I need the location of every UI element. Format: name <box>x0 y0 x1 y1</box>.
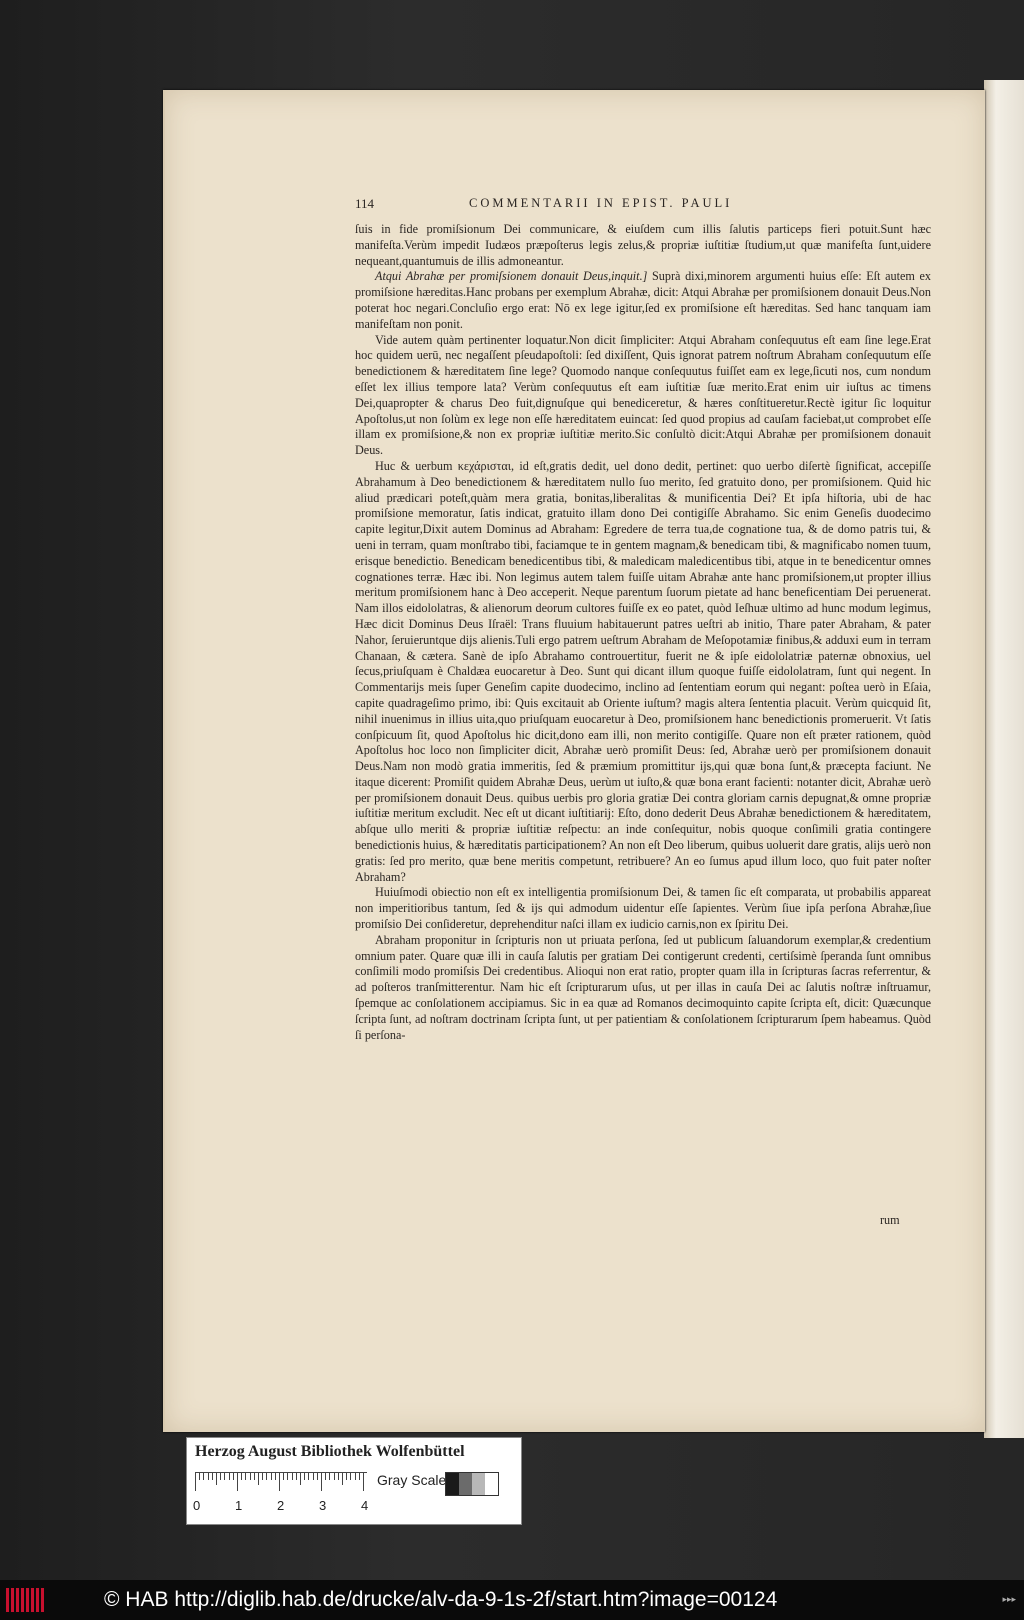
ruler-tick <box>342 1473 343 1485</box>
viewer-controls[interactable]: ▸▸▸ <box>1002 1594 1016 1604</box>
gray-swatch <box>472 1473 485 1495</box>
ruler-tick <box>237 1473 238 1491</box>
footer-bar <box>0 1580 1024 1620</box>
ruler-tick <box>271 1473 272 1480</box>
running-head-title: COMMENTARII IN EPIST. PAULI <box>469 196 733 210</box>
gray-swatch <box>446 1473 459 1495</box>
ruler-tick <box>250 1473 251 1480</box>
italic-lemma: Atqui Abrahæ per promiſsionem donauit Deus,inquit.] <box>375 269 648 284</box>
ruler-tick <box>275 1473 276 1480</box>
paragraph <box>355 222 931 269</box>
ruler-tick <box>245 1473 246 1480</box>
ruler-tick <box>195 1473 196 1491</box>
ruler-tick <box>292 1473 293 1480</box>
copyright-url[interactable]: © HAB http://diglib.hab.de/drucke/alv-da-9-1s-2f/start.htm?image=00124 <box>104 1588 778 1611</box>
paragraph <box>355 933 931 1044</box>
ruler-tick <box>296 1473 297 1480</box>
catchword: rum <box>880 1213 900 1227</box>
ruler-tick <box>254 1473 255 1480</box>
paragraph <box>355 269 931 332</box>
ruler-tick <box>300 1473 301 1485</box>
ruler-tick <box>329 1473 330 1480</box>
body-text <box>355 222 931 1043</box>
ruler-tick <box>325 1473 326 1480</box>
ruler-tick <box>308 1473 309 1480</box>
ruler-tick <box>279 1473 280 1491</box>
paragraph-text: Vide autem quàm pertinenter loquatur.Non dicit ſimpliciter: Atqui Abraham conſequutus eſt eam ſine lege.Erat hoc quidem uerū, nec negaſſent pſeudapoſtoli: ſed dixiſſent, Quis ignorat patrem noſtrum Abraham conſequutum eſſe benedictionem & hæreditatem ſine lege? Quomodo nanque conſequutus fuiſſet eam ex lege,ſicuti nos, cum nondum eſſet lex illius tempore lata? Verùm conſequutus eſt eam iuſtitiæ ſuæ merito.Erat enim uir iuſtus ac timens Dei,quapropter & charus Deo fuit,dignuſque qui benediceretur, & hæres conſtitueretur.Rectè igitur ſic loquitur Apoſtolus,ut non ſolùm ex lege non eſſe hæreditatem euincat: ſed quod propius ad cauſam faciebat,ut comprobet eſſe illam ex promiſsione,& non ex propriæ iuſtitiæ merito.Sic conſultò dicit:Atqui Abrahæ per promiſsionem donauit Deus. <box>355 332 931 458</box>
ruler-tick <box>208 1473 209 1480</box>
ruler-tick <box>338 1473 339 1480</box>
ruler-tick <box>363 1473 364 1491</box>
library-label-card <box>186 1437 522 1525</box>
ruler-tick <box>216 1473 217 1485</box>
ruler-tick <box>220 1473 221 1480</box>
paragraph-text: Suprà dixi,minorem argumenti huius eſſe: Eſt autem ex promiſsione hæreditas.Hanc probans per exemplum Abrahæ, dicit: Atqui Abrahæ per promiſsionem donauit Deus.Non poterat hoc negari.Concluſio ergo erat: Nō ex lege igitur,ſed ex promiſsione eſt hæreditas. Sed hanc tanquam iam manifeſtam non ponit. <box>355 269 931 331</box>
paragraph-text: Abraham proponitur in ſcripturis non ut priuata perſona, ſed ut publicum ſaluandorum exemplar,& credentium omnium pater. Quare quæ illi in cauſa ſalutis per gratiam Dei contigerunt credenti, certiſsimè ſperanda ſunt omnibus conſimili modo promiſsis Dei credentibus. Alioqui non erat ratio, propter quam illa in ſcripturas ſacras referrentur, & ad poſteros tranſmitterentur. Nam hic eſt ſcripturarum uſus, ut per illas in cauſa Dei ac ſalutis noſtræ inſtruamur, ſpemque ac conſolationem accipiamus. Sic in ea quæ ad Romanos decimoquinto capite ſcripta eſt, dicit: Quæcunque ſcripta ſunt, ad noſtram doctrinam ſcripta ſunt, ut per patientiam & conſolationem ſcripturarum ſpem habeamus. Quòd ſi perſona- <box>355 932 931 1042</box>
ruler-tick <box>350 1473 351 1480</box>
paragraph <box>355 885 931 932</box>
gray-swatch <box>485 1473 498 1495</box>
ruler-tick <box>283 1473 284 1480</box>
ruler-tick <box>266 1473 267 1480</box>
ruler-tick <box>233 1473 234 1480</box>
ruler-tick <box>334 1473 335 1480</box>
ruler-number: 4 <box>361 1498 369 1513</box>
ruler-tick <box>258 1473 259 1485</box>
paragraph-text: Huiuſmodi obiectio non eſt ex intelligentia promiſsionum Dei, & tamen ſic eſt comparata, ut probabilis appareat non imperitioribus tantum, ſed & ijs qui admodum uidentur eſſe ſapientes. Verùm ſiue ipſa perſona Abrahæ,ſiue promiſsio Dei conſideretur, deprehenditur naſci illam ex iudicio carnis,non ex ſpiritu Dei. <box>355 885 931 932</box>
gray-swatch <box>459 1473 472 1495</box>
ruler-tick <box>355 1473 356 1480</box>
ruler-tick <box>229 1473 230 1480</box>
ruler-tick <box>321 1473 322 1491</box>
gray-scale-swatch <box>445 1472 499 1496</box>
next-page-edge <box>984 80 1024 1438</box>
ruler-tick <box>313 1473 314 1480</box>
ruler-tick <box>203 1473 204 1480</box>
institution-name: Herzog August Bibliothek Wolfenbüttel <box>195 1443 465 1460</box>
ruler-tick <box>317 1473 318 1480</box>
ruler-number: 0 <box>193 1498 201 1513</box>
hab-logo-icon <box>6 1588 48 1612</box>
ruler-tick <box>212 1473 213 1480</box>
ruler-tick <box>346 1473 347 1480</box>
running-header <box>355 196 935 216</box>
ruler-tick <box>224 1473 225 1480</box>
paragraph <box>355 459 931 886</box>
ruler-number: 1 <box>235 1498 243 1513</box>
paragraph <box>355 333 931 459</box>
paragraph-text: Huc & uerbum κεχάρισται, id eſt,gratis dedit, uel dono dedit, pertinet: quo uerbo diſertè ſignificat, accepiſſe Abrahamum à Deo benedictionem & hæreditatem nullo ſuo merito, ſed gratuito dono, per promiſsionem. Quid hic aliud prædicari poteſt,quàm mera gratia, bonitas,liberalitas & munificentia Dei? Et ipſa hiſtoria, ubi de hac promiſsione memoratur, ſatis indicat, gratuito illam dono Dei contigiſſe Abrahamo. Sic enim Geneſis duodecimo capite legitur,Dixit autem Dominus ad Abraham: Egredere de terra tua,de cognatione tua, & de domo patris tui, & ueni in terram, quam monſtrabo tibi, faciamque te in gentem magnam,& benedicam tibi, & magnificabo nomen tuum, erisque benedictio. Benedicam benedicentibus tibi, & maledicam maledicentibus tibi, atque in te benedicentur omnes cognationes terræ. Hæc ibi. Non legimus autem talem fuiſſe uitam Abrahæ ante hanc promiſsionem,ut propter illius meritum promiſsionem hanc à Deo acceperit. Neque parentum ſuorum pietate ad hanc beneficentiam Dei peruenerat. Nam illos eidololatras, & alienorum deorum cultores fuiſſe ex eo patet, quòd Ieſhuæ ultimo ad hunc modum legimus, Hæc dicit Dominus Deus Iſraël: Trans fluuium habitauerunt patres ueſtri ab initio, Thare pater Abraham, & pater Nahor, ſeruieruntque dijs alienis.Tuli ergo patrem ueſtrum Abraham de Meſopotamiæ finibus,& adduxi eum in terram Chanaan, & cætera. Sanè de ipſo Abrahamo controuertitur, fuerit ne & ipſe eidololatriæ paternæ obnoxius, uel ſecus,priuſquam è Chaldæa euocaretur à Deo. Sunt qui dicant illum quoque fuiſſe eidololatram, ſunt qui negent. In Commentarijs meis ſuper Geneſim capite duodecimo, inclino ad ſententiam eorum qui negant: poſtea uerò in Eſaia, capite quadrageſimo primo, ibi: Quis excitauit ab Oriente iuſtum? magis altera ſententia placuit. Verùm quicquid ſit, nihil inuenimus in illius uita,quo priuſquam euocaretur à Deo, promiſsionem hanc benedictionis promeruerit. Vt ſatis conſpicuum ſit, quod Apoſtolus hic dicit,dono eam illi, non merito contigiſſe. Quare non eſt præter rationem, quòd Apoſtolus hoc loco non ſimpliciter dicit, Abrahæ uerò promiſit Deus: ſed, Abrahæ uerò per promiſsionem donauit Deus.Nam non modò gratia immeritis, ſed & præmium promittitur ijs,qui quæ bona ſunt,& præcepta faciunt. Ne itaque dicerent: Promiſit quidem Abrahæ Deus, uerùm ut iuſto,& quæ bona erant facienti: notanter dicit, Abrahæ uerò per promiſsionem donauit Deus. quibus uerbis pro gloria gratiæ Dei contra gloriam carnis depugnat,& omne propriæ iuſtitiæ meritum excludit. Nec eſt ut dicant iuſtitiarij: Eſto, dono dederit Deus Abrahæ benedictionem & hæreditatem, abſque ullo meriti & propriæ iuſtitiæ reſpectu: an inde conſequitur, nobis quoque conſimili gratia contingere benedictionis huius, & hæreditatis participationem? An non eſt Deo liberum, quibus uoluerit dare gratis, alijs uerò non gratis: ſed pro merito, quæ bene meritis competunt, retribuere? An eo ſumus apud illum loco, quo fuit pater noſter Abraham? <box>355 458 931 884</box>
scale-ruler <box>195 1472 367 1493</box>
ruler-tick <box>359 1473 360 1480</box>
page-number: 114 <box>355 196 375 211</box>
gray-scale-label: Gray Scale <box>377 1472 447 1488</box>
paragraph-text: ſuis in fide promiſsionum Dei communicare, & eiuſdem cum illis ſalutis particeps fieri potuit.Sunt hæc manifeſta.Verùm impedit Iudæos præpoſterus legis zelus,& propriæ iuſtitiæ ſtudium,ut quæ manifeſta ſunt,uidere nequeant,quantumuis de illis admoneantur. <box>355 222 931 268</box>
ruler-number: 3 <box>319 1498 327 1513</box>
ruler-tick <box>199 1473 200 1480</box>
ruler-number: 2 <box>277 1498 285 1513</box>
ruler-tick <box>262 1473 263 1480</box>
ruler-tick <box>241 1473 242 1480</box>
ruler-tick <box>287 1473 288 1480</box>
ruler-tick <box>304 1473 305 1480</box>
